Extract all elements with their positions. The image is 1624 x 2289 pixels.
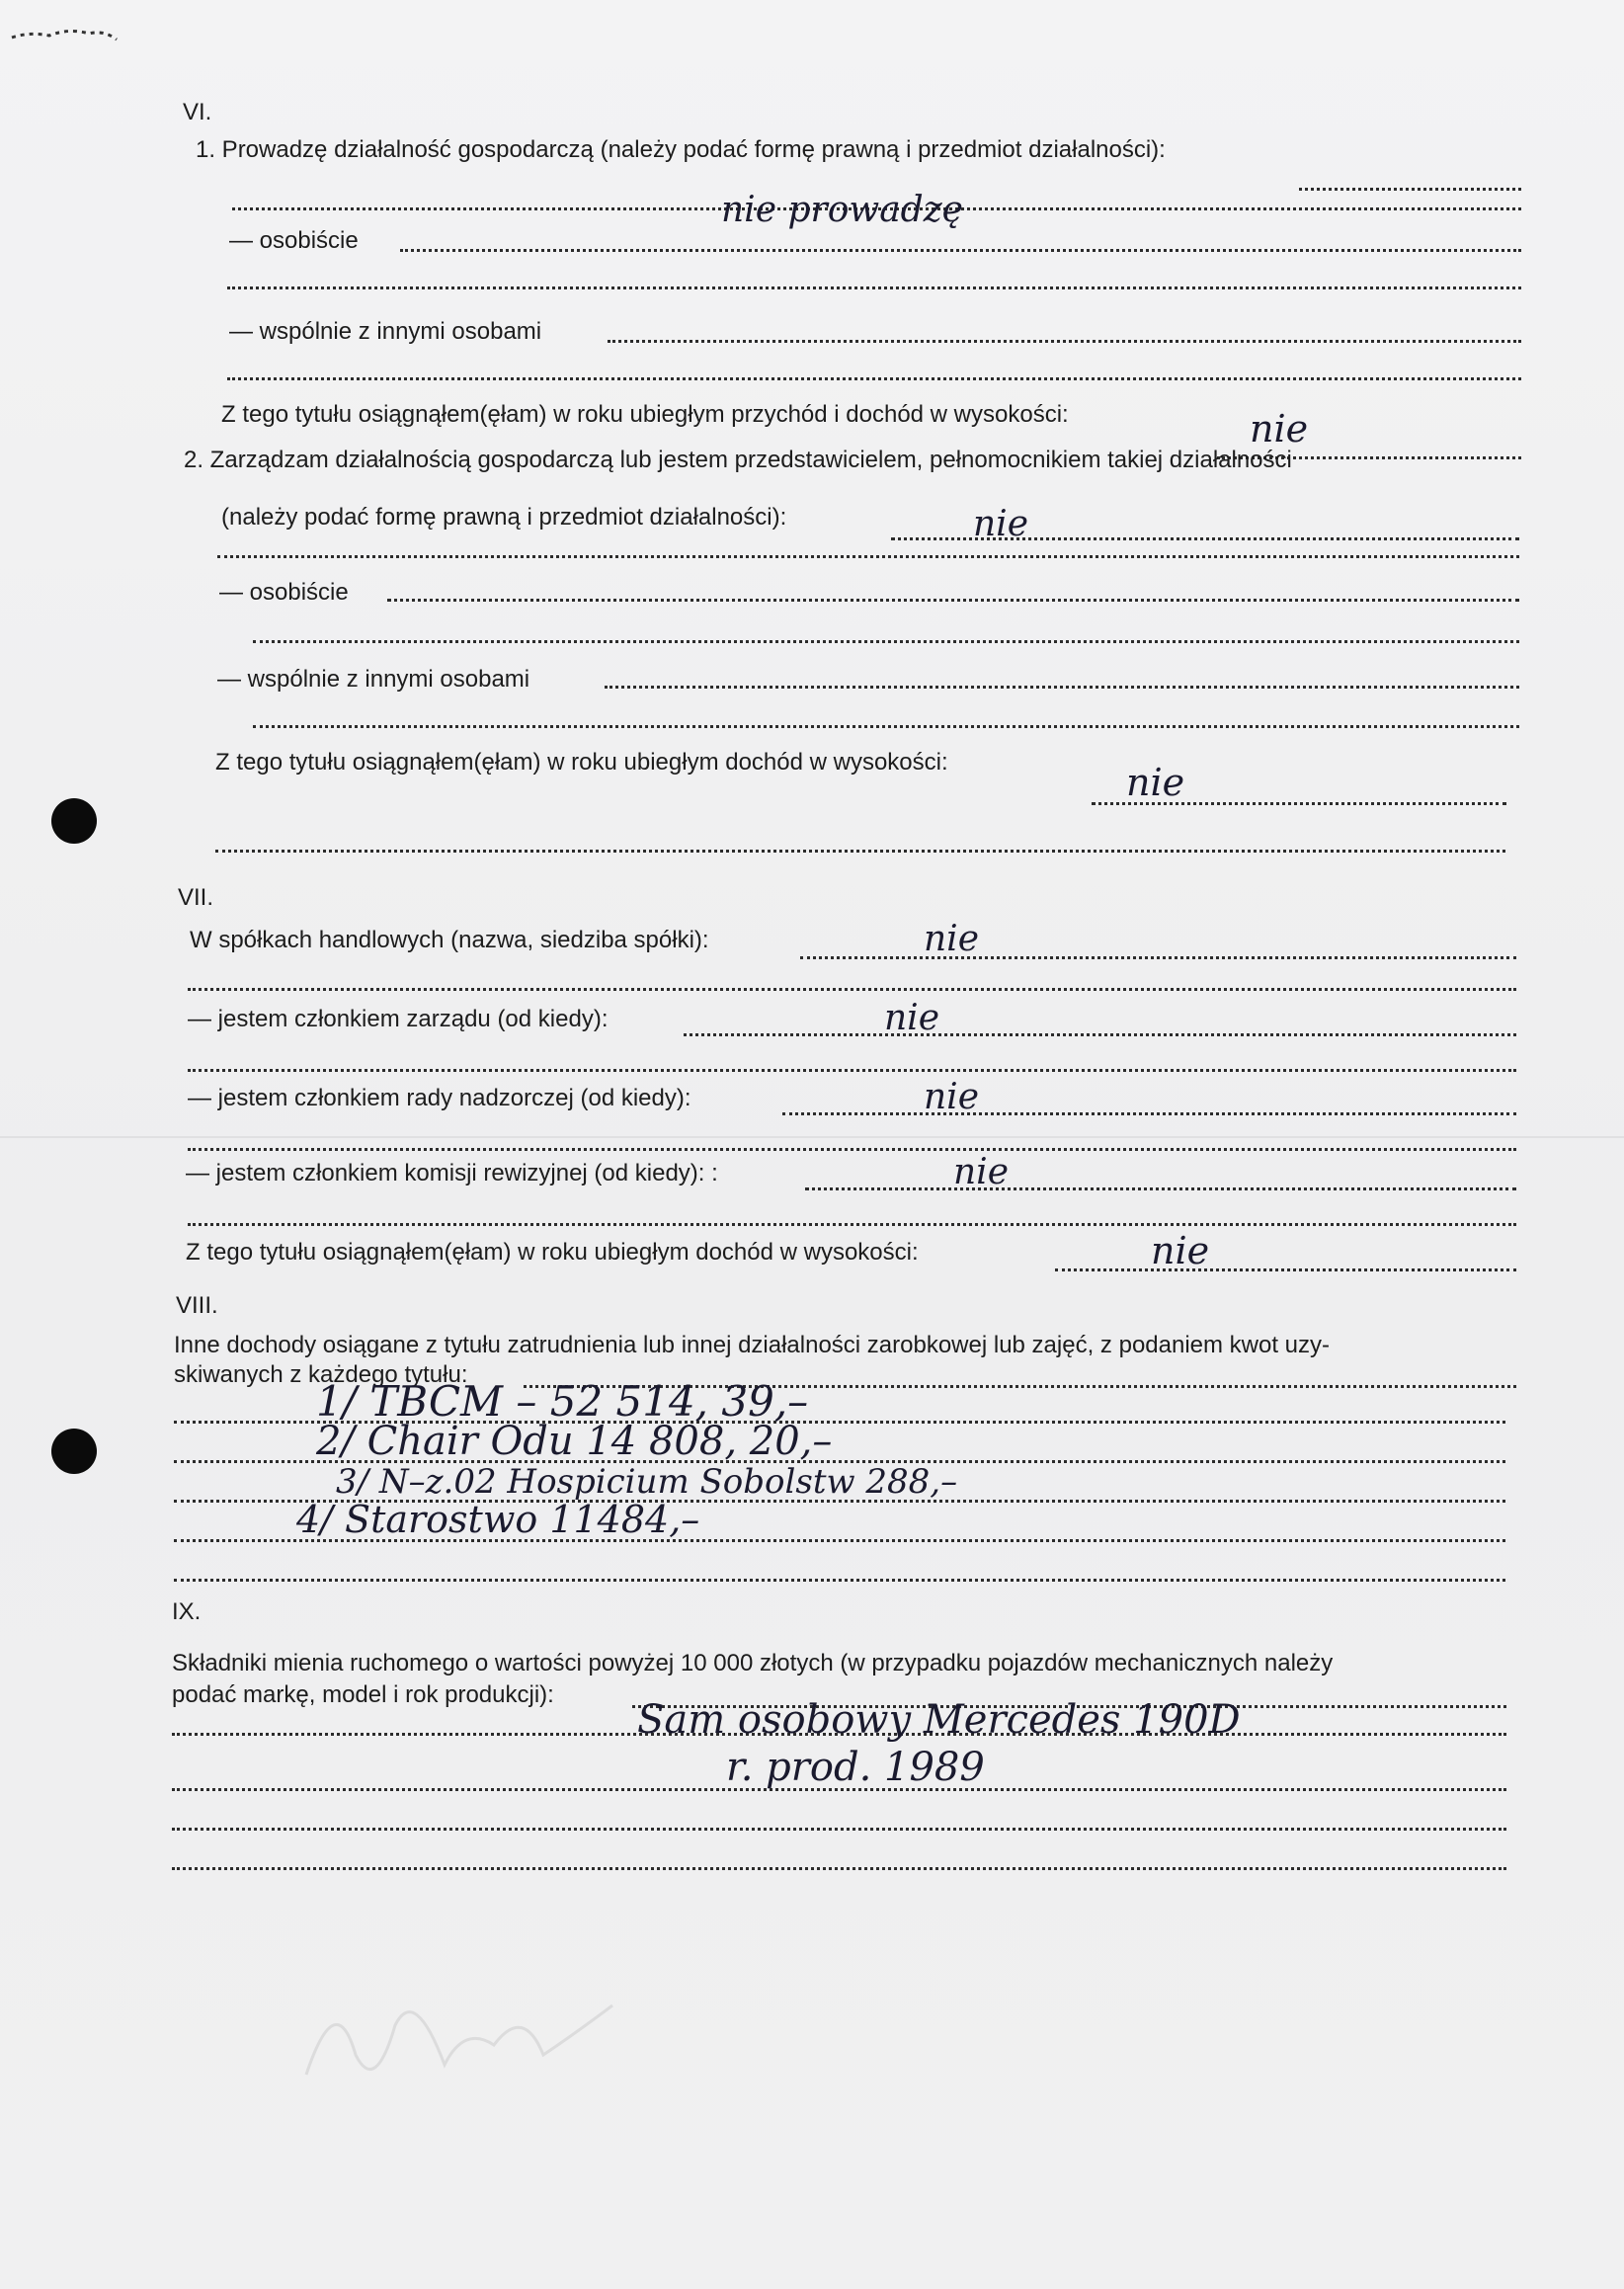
answer-line: [400, 249, 1521, 252]
vii-audit-label: — jestem członkiem komisji rewizyjnej (od kiedy): :: [186, 1160, 718, 1186]
answer-line: [253, 640, 1519, 643]
vii-supervisory-answer: nie: [924, 1077, 980, 1117]
viii-entry-2: 2/ Chair Odu 14 808, 20,–: [316, 1419, 833, 1464]
paper-fold-line: [0, 1136, 1624, 1138]
viii-entry-3: 3/ N–z.02 Hospicium Sobolstw 288,–: [336, 1462, 958, 1502]
answer-line: [172, 1828, 1506, 1831]
ix-line2: podać markę, model i rok produkcji):: [172, 1681, 554, 1708]
answer-line: [605, 686, 1519, 689]
answer-line: [684, 1033, 1516, 1036]
vi-income2-label: Z tego tytułu osiągnąłem(ęłam) w roku ubiegłym dochód w wysokości:: [215, 749, 948, 776]
answer-line: [1055, 1268, 1516, 1271]
answer-line: [387, 599, 1519, 602]
answer-line: [188, 1069, 1516, 1072]
vii-supervisory-label: — jestem członkiem rady nadzorczej (od kiedy):: [188, 1085, 691, 1111]
vi-income1-answer: nie: [1250, 407, 1309, 450]
vi-q2-answer: nie: [973, 504, 1029, 544]
answer-line: [217, 555, 1519, 558]
section-ix-heading: IX.: [172, 1598, 202, 1625]
vii-companies-answer: nie: [924, 919, 980, 959]
answer-line: [800, 956, 1516, 959]
vi-personal-label: — osobiście: [229, 227, 359, 254]
vi-joint-label: — wspólnie z innymi osobami: [229, 318, 542, 345]
section-vi-heading: VI.: [183, 99, 212, 125]
vi-q2-line1: 2. Zarządzam działalnością gospodarczą lub jestem przedstawicielem, pełnomocnikiem takiej działalności: [184, 447, 1292, 473]
vi-q1-label: 1. Prowadzę działalność gospodarczą (należy podać formę prawną i przedmiot działalności):: [196, 136, 1166, 163]
section-vii-heading: VII.: [178, 884, 214, 911]
ix-line1: Składniki mienia ruchomego o wartości powyżej 10 000 złotych (w przypadku pojazdów mechanicznych należy: [172, 1650, 1334, 1676]
viii-entry-4: 4/ Starostwo 11484,–: [296, 1498, 700, 1541]
viii-entry-1: 1/ TBCM – 52 514, 39,–: [316, 1377, 809, 1426]
answer-line: [174, 1579, 1505, 1582]
punch-hole-bottom: [51, 1429, 97, 1474]
answer-line: [188, 1148, 1516, 1151]
answer-line: [172, 1867, 1506, 1870]
vii-companies-label: W spółkach handlowych (nazwa, siedziba spółki):: [190, 927, 709, 953]
vi-joint2-label: — wspólnie z innymi osobami: [217, 666, 530, 693]
answer-line: [782, 1112, 1516, 1115]
section-viii-heading: VIII.: [176, 1292, 218, 1319]
vi-q1-dots: [1299, 188, 1521, 191]
vi-q1-answer: nie prowadzę: [721, 190, 963, 230]
vii-income-label: Z tego tytułu osiągnąłem(ęłam) w roku ubiegłym dochód w wysokości:: [186, 1239, 919, 1266]
viii-line1: Inne dochody osiągane z tytułu zatrudnienia lub innej działalności zarobkowej lub zajęć, z podaniem kwot uzy-: [174, 1332, 1331, 1358]
vii-audit-answer: nie: [953, 1152, 1010, 1192]
answer-line: [608, 340, 1521, 343]
punch-hole-top: [51, 798, 97, 844]
vi-income1-label: Z tego tytułu osiągnąłem(ęłam) w roku ubiegłym przychód i dochód w wysokości:: [221, 401, 1069, 428]
vi-income2-answer: nie: [1126, 761, 1185, 804]
vi-personal2-label: — osobiście: [219, 579, 349, 606]
answer-line: [227, 377, 1521, 380]
answer-line: [253, 725, 1519, 728]
ix-answer-line1: Sam osobowy Mercedes 190D: [637, 1697, 1241, 1743]
answer-line: [188, 1223, 1516, 1226]
answer-line: [188, 988, 1516, 991]
bleed-through-signature: [296, 1966, 632, 2104]
vii-board-answer: nie: [884, 998, 940, 1038]
answer-line: [805, 1187, 1516, 1190]
ix-answer-line2: r. prod. 1989: [726, 1745, 985, 1790]
vi-q2-line2: (należy podać formę prawną i przedmiot działalności):: [221, 504, 787, 531]
staple-mark: [10, 20, 119, 49]
vii-board-label: — jestem członkiem zarządu (od kiedy):: [188, 1006, 609, 1032]
answer-line: [215, 850, 1505, 853]
viii-line2: skiwanych z każdego tytułu:: [174, 1361, 468, 1388]
answer-line: [227, 286, 1521, 289]
vii-income-answer: nie: [1151, 1229, 1210, 1272]
